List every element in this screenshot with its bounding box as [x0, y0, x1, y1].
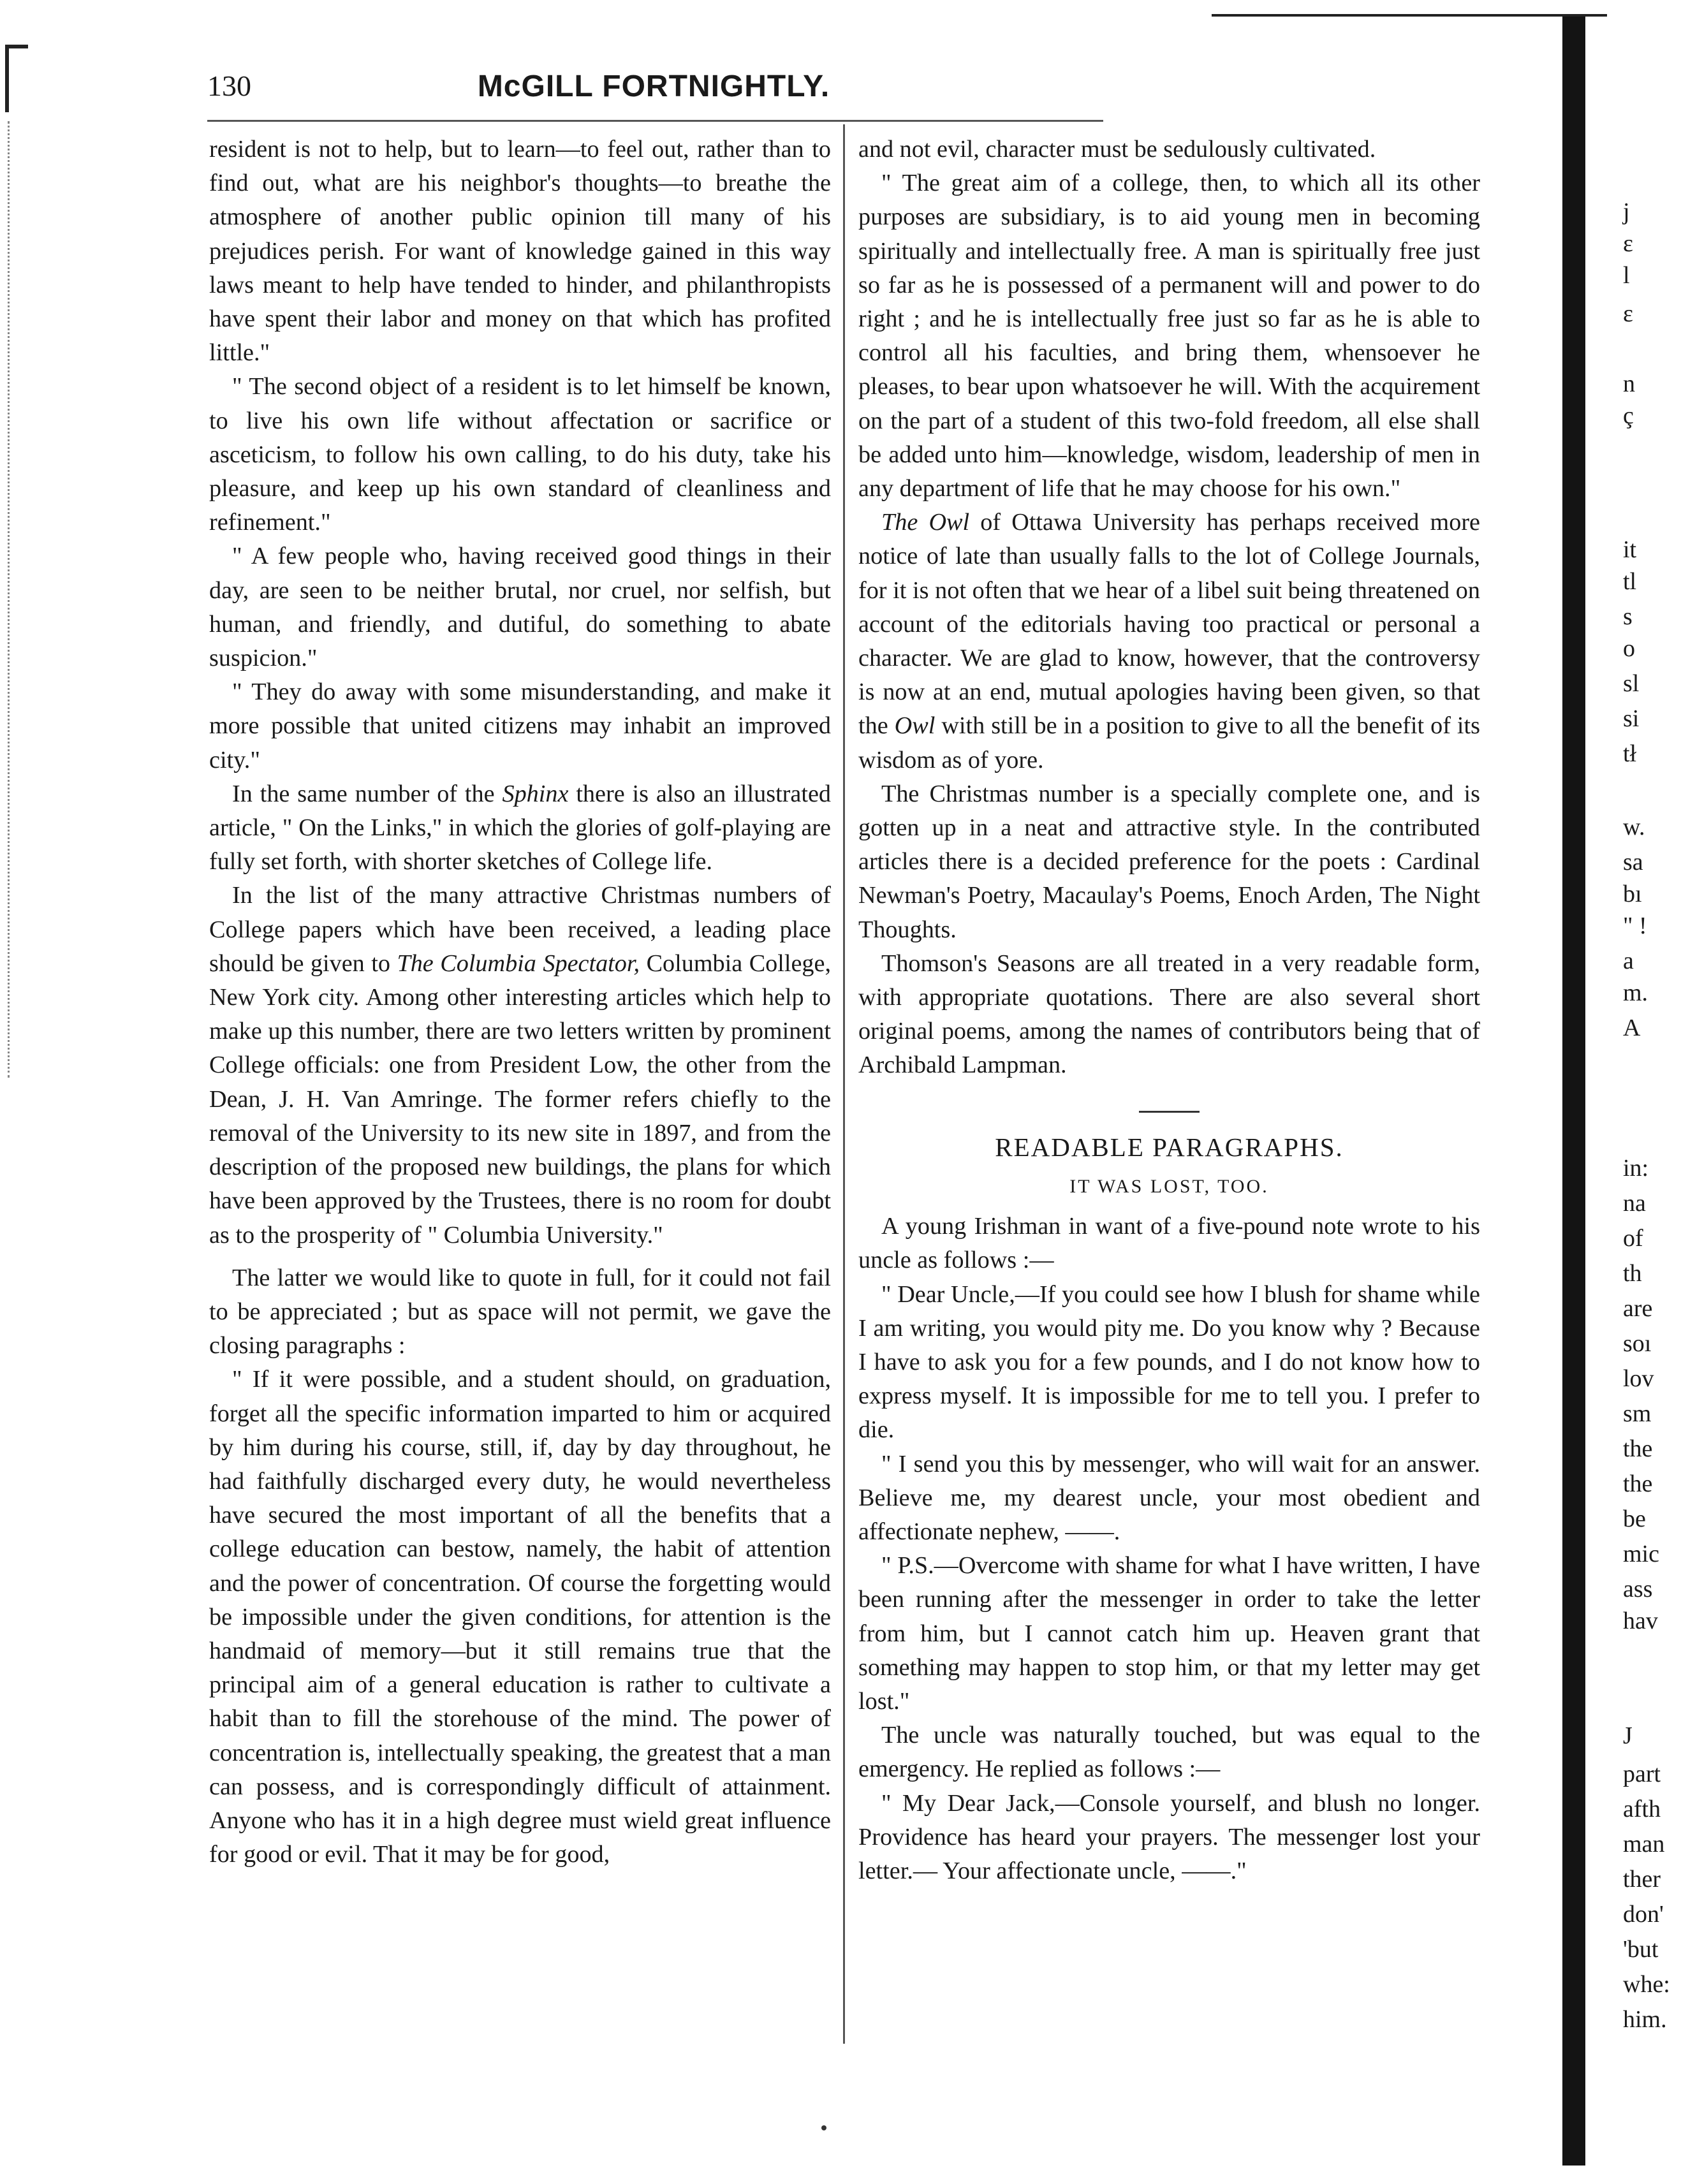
- text-run: of Ottawa University has perhaps received more notice of late than usually falls to the lot of College Journals, for it is not often that we hear of a libel suit being threatened on account of the editorials having too practical or personal a character. We are glad to know, however, that the controversy is now at an end, mutual apologies having been given, so that the: [858, 509, 1480, 740]
- margin-fragment: na: [1623, 1190, 1646, 1217]
- margin-fragment: w.: [1623, 814, 1645, 840]
- margin-fragment: s: [1623, 603, 1633, 630]
- margin-fragment: tł: [1623, 740, 1637, 767]
- margin-fragment: man: [1623, 1831, 1665, 1858]
- paragraph: " A few people who, having received good things in their day, are seen to be neither brutal, nor cruel, nor selfish, but human, and friendly, and dutiful, do something to abate suspicion.": [209, 543, 831, 672]
- margin-fragment: afth: [1623, 1796, 1661, 1822]
- publication-title: Sphinx: [502, 780, 569, 807]
- story-paragraph: " My Dear Jack,—Console yourself, and blush no longer. Providence has heard your prayers. The messenger lost your letter.— Your affectionate uncle, ——.": [858, 1789, 1480, 1884]
- text-run: In the list of the many attractive Christmas numbers of College papers which have been received, a leading place should be given to: [209, 882, 831, 977]
- story-paragraph: " Dear Uncle,—If you could see how I blush for shame while I am writing, you would pity me. Do you know why ? Because I have to ask you for a few pounds, and I do not know how to express myself. It is impossible for me to tell you. I prefer to die.: [858, 1280, 1480, 1444]
- page-header: [207, 69, 1100, 114]
- margin-fragment: J: [1623, 1722, 1633, 1749]
- publication-title: Owl: [894, 712, 936, 740]
- margin-fragment: a: [1623, 948, 1634, 974]
- margin-fragment: j: [1623, 198, 1630, 225]
- owl-paragraph: [858, 506, 1480, 777]
- margin-fragment: ther: [1623, 1866, 1661, 1893]
- margin-fragment: ɛ: [1623, 230, 1633, 257]
- margin-fragment: sm: [1623, 1400, 1652, 1427]
- column-divider: [843, 124, 845, 2044]
- section-title: READABLE PARAGRAPHS.: [995, 1132, 1344, 1162]
- left-edge-specks: [8, 121, 15, 1078]
- paragraph: The latter we would like to quote in full, for it could not fail to be appreciated ; but as space will not permit, we gave the closing paragraphs :: [209, 1264, 831, 1360]
- margin-fragment: are: [1623, 1295, 1653, 1322]
- margin-fragment: lov: [1623, 1365, 1654, 1392]
- footer-speck: [821, 2125, 826, 2130]
- margin-fragment: si: [1623, 705, 1640, 732]
- margin-fragment: it: [1623, 536, 1637, 563]
- text-run: with still be in a position to give to all the benefit of its wisdom as of yore.: [858, 712, 1481, 773]
- margin-fragment: the: [1623, 1470, 1653, 1497]
- margin-fragment: ɛ: [1623, 300, 1633, 327]
- margin-fragment: A: [1623, 1015, 1641, 1041]
- paragraph: The Christmas number is a specially complete one, and is gotten up in a neat and attractive style. In the contributed articles there is a decided preference for the poets : Cardinal Newman's Poetry, Macaulay's Poems, Enoch Arden, The Night Thoughts.: [858, 780, 1480, 943]
- left-column: [209, 133, 831, 1872]
- margin-fragment: m.: [1623, 979, 1648, 1006]
- quotation-paragraph: " The great aim of a college, then, to which all its other purposes are subsidiary, is to aid young men in becoming spiritually and intellectually free. A man is spiritually free just so far as he is possessed of a permanent will and power to do right ; and he is intellectually free just so far as he is able to control all his faculties, and bring them, whensoever he pleases, to bear upon whatsoever he will. With the acquirement on the part of a student of this two-fold freedom, all else shall be added unto him—knowledge, wisdom, leadership of men in any department of life that he may choose for his own.": [858, 170, 1480, 502]
- quotation-paragraph: " If it were possible, and a student should, on graduation, forget all the specific information imparted to him or acquired by him during his course, still, if, day by day throughout, he had faithfully discharged every duty, he would nevertheless have secured the most important of all the benefits that a college education can bestow, namely, the habit of attention and the power of concentration. Of course the forgetting would be impossible under the given conditions, for attention is the handmaid of memory—but it still remains true that the principal aim of a general education is rather to cultivate a habit than to fill the storehouse of the mind. The power of concentration is, intellectually speaking, the greatest that a man can possess, and is correspondingly difficult of attainment. Anyone who has it in a high degree must wield great influence for good or evil. That it may be for good,: [209, 1366, 831, 1868]
- margin-fragment: tl: [1623, 568, 1637, 595]
- publication-title: The Columbia Spectator,: [397, 949, 640, 977]
- text-run: In the same number of the: [232, 780, 503, 807]
- story-paragraph: " P.S.—Overcome with shame for what I have written, I have been running after the messenger in order to take the letter from him, but I cannot catch him up. Heaven grant that something may happen to stop him, or that my letter may get lost.": [858, 1552, 1480, 1715]
- sphinx-paragraph: [209, 777, 831, 879]
- top-right-rule: [1212, 14, 1607, 17]
- margin-fragment: o: [1623, 635, 1635, 662]
- margin-fragment: sa: [1623, 849, 1643, 876]
- margin-fragment: n: [1623, 370, 1635, 397]
- story-paragraph: The uncle was naturally touched, but was equal to the emergency. He replied as follows :—: [858, 1722, 1480, 1783]
- margin-fragment: ç: [1623, 402, 1634, 429]
- running-head: McGILL FORTNIGHTLY.: [477, 70, 830, 103]
- story-paragraph: A young Irishman in want of a five-pound note wrote to his uncle as follows :—: [858, 1213, 1480, 1274]
- text-run: there is also an illustrated article, " On the Links," in which the glories of golf-playing are fully set forth, with shorter sketches of College life.: [209, 780, 832, 876]
- margin-fragment: him.: [1623, 2006, 1667, 2033]
- margin-fragment: part: [1623, 1761, 1661, 1787]
- margin-fragment: hav: [1623, 1608, 1658, 1634]
- margin-fragment: be: [1623, 1506, 1646, 1532]
- paragraph: " They do away with some misunderstanding, and make it more possible that united citizens may inhabit an improved city.": [209, 678, 831, 773]
- binding-shadow-bar: [1562, 17, 1585, 2166]
- page-number: 130: [207, 70, 251, 102]
- margin-fragment: sl: [1623, 670, 1640, 697]
- next-page-margin-fragments: [1623, 0, 1680, 2184]
- section-subtitle: IT WAS LOST, TOO.: [1069, 1175, 1269, 1197]
- margin-fragment: bı: [1623, 881, 1642, 907]
- margin-fragment: of: [1623, 1225, 1643, 1252]
- margin-fragment: soı: [1623, 1330, 1652, 1357]
- margin-fragment: in:: [1623, 1155, 1649, 1182]
- publication-title: The Owl: [881, 509, 970, 536]
- story-paragraph: " I send you this by messenger, who will wait for an answer. Believe me, my dearest uncle, your most obedient and affectionate nephew, ——.: [858, 1450, 1480, 1545]
- header-rule: [207, 120, 1103, 122]
- right-column: [858, 133, 1480, 1888]
- margin-fragment: ass: [1623, 1576, 1653, 1602]
- section-divider: [1139, 1111, 1200, 1113]
- corner-bracket-mark: [5, 45, 28, 112]
- margin-fragment: don': [1623, 1901, 1664, 1928]
- margin-fragment: " !: [1623, 912, 1647, 939]
- paragraph: and not evil, character must be sedulously cultivated.: [858, 136, 1376, 163]
- margin-fragment: 'but: [1623, 1936, 1659, 1963]
- paragraph: resident is not to help, but to learn—to feel out, rather than to find out, what are his neighbor's thoughts—to breathe the atmosphere of another public opinion till many of his prejudices perish. For want of knowledge gained in this way laws meant to help have tended to hinder, and philanthropists have spent their labor and money on that which has profited little.": [209, 136, 831, 367]
- columbia-paragraph: [209, 879, 831, 1252]
- text-run: Columbia College, New York city. Among other interesting articles which help to make up this number, there are two letters written by prominent College officials: one from President Low, the other from the Dean, J. H. Van Amringe. The former refers chiefly to the removal of the University to its new site in 1897, and from the description of the proposed new buildings, the plans for which have been approved by the Trustees, there is no room for doubt as to the prosperity of " Columbia University.": [209, 949, 832, 1249]
- margin-fragment: th: [1623, 1260, 1642, 1287]
- margin-fragment: the: [1623, 1435, 1653, 1462]
- paragraph: Thomson's Seasons are all treated in a very readable form, with appropriate quotations. There are also several short original poems, among the names of contributors being that of Archibald Lampman.: [858, 949, 1480, 1079]
- margin-fragment: l: [1623, 262, 1630, 289]
- margin-fragment: mic: [1623, 1541, 1659, 1567]
- paragraph: " The second object of a resident is to let himself be known, to live his own life without affectation or sacrifice or asceticism, to follow his own calling, to do his duty, take his pleasure, and keep up his own standard of cleanliness and refinement.": [209, 373, 831, 536]
- margin-fragment: whe:: [1623, 1971, 1670, 1998]
